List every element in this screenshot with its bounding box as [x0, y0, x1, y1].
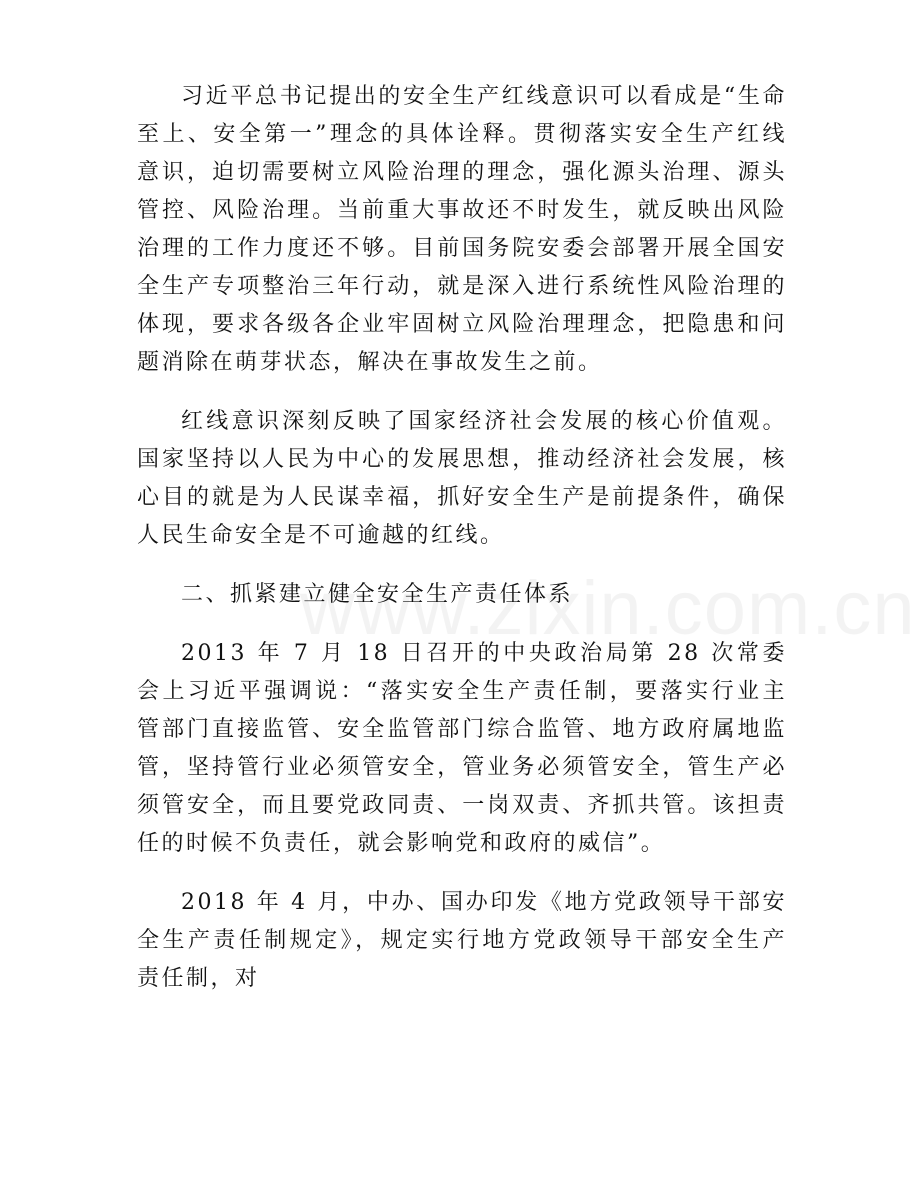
document-body	[137, 78, 787, 1019]
paragraph-3: 2013 年 7 月 18 日召开的中央政治局第 28 次常委会上习近平强调说：“落实安全生产责任制，要落实行业主管部门直接监管、安全监管部门综合监管、地方政府属地监管，坚持管行业必须管安全，管业务必须管安全，管生产必须管安全，而且要党政同责、一岗双责、齐抓共管。该担责任的时候不负责任，就会影响党和政府的威信”。	[137, 641, 787, 856]
paragraph-2: 红线意识深刻反映了国家经济社会发展的核心价值观。国家坚持以人民为中心的发展思想，推动经济社会发展，核心目的就是为人民谋幸福，抓好安全生产是前提条件，确保人民生命安全是不可逾越的红线。	[137, 409, 787, 548]
paragraph-4: 2018 年 4 月，中办、国办印发《地方党政领导干部安全生产责任制规定》，规定实行地方党政领导干部安全生产责任制，对	[137, 890, 787, 991]
section-heading: 二、抓紧建立健全安全生产责任体系	[181, 582, 574, 607]
paragraph-1: 习近平总书记提出的安全生产红线意识可以看成是“生命至上、安全第一”理念的具体诠释。贯彻落实安全生产红线意识，迫切需要树立风险治理的理念，强化源头治理、源头管控、风险治理。当前重大事故还不时发生，就反映出风险治理的工作力度还不够。目前国务院安委会部署开展全国安全生产专项整治三年行动，就是深入进行系统性风险治理的体现，要求各级各企业牢固树立风险治理理念，把隐患和问题消除在萌芽状态，解决在事故发生之前。	[137, 84, 787, 375]
